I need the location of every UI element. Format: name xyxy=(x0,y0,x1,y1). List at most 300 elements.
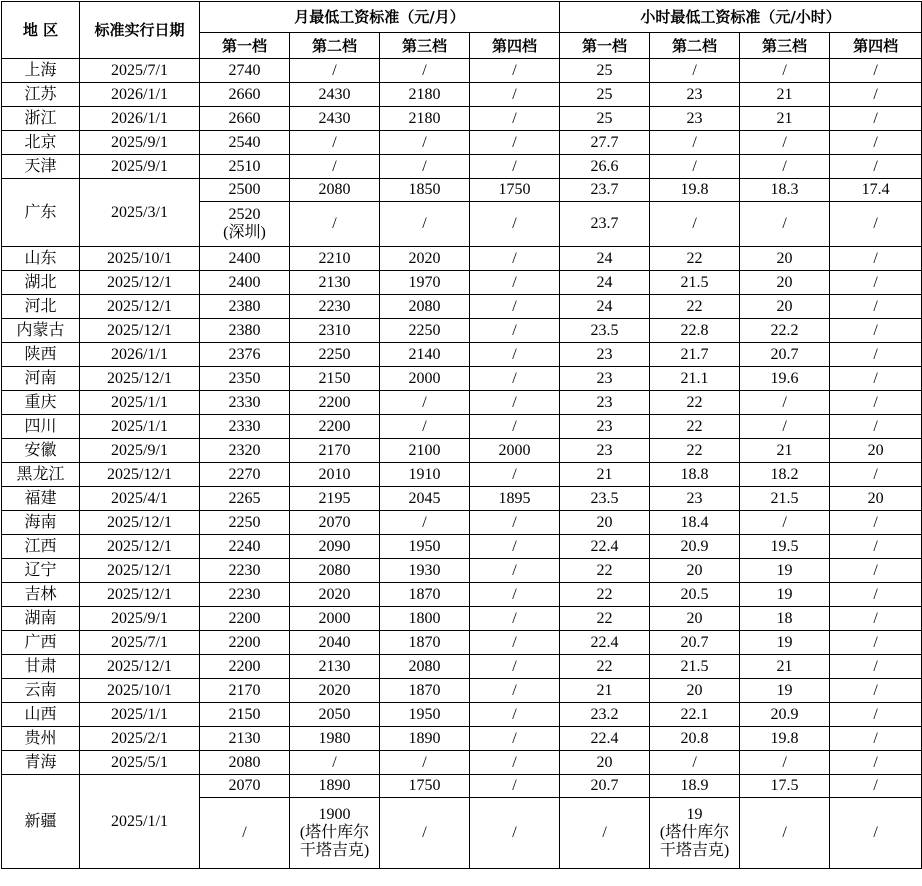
monthly-value-cell: 2200 xyxy=(200,631,290,655)
hourly-value-cell: 23 xyxy=(560,391,650,415)
monthly-value-cell xyxy=(290,798,380,869)
table-row xyxy=(2,415,922,439)
hourly-value-cell: 18 xyxy=(740,607,830,631)
monthly-value-cell: / xyxy=(290,155,380,179)
hourly-value-cell: 22 xyxy=(560,559,650,583)
hourly-value-cell: / xyxy=(830,727,922,751)
hourly-value-cell: / xyxy=(830,367,922,391)
hourly-value-cell: / xyxy=(830,319,922,343)
region-cell: 黑龙江 xyxy=(2,463,80,487)
monthly-value-cell: 2250 xyxy=(380,319,470,343)
region-cell: 浙江 xyxy=(2,107,80,131)
monthly-value-cell: / xyxy=(470,415,560,439)
hourly-value-cell: 20 xyxy=(560,511,650,535)
header-region: 地 区 xyxy=(2,2,80,59)
hourly-value-cell: 20 xyxy=(740,247,830,271)
monthly-value-cell: / xyxy=(380,751,470,775)
hourly-value-cell: / xyxy=(830,511,922,535)
table-row xyxy=(2,703,922,727)
hourly-value-cell: 20 xyxy=(650,679,740,703)
hourly-value-cell: / xyxy=(740,798,830,869)
hourly-value-cell: 25 xyxy=(560,83,650,107)
hourly-value-cell: / xyxy=(830,559,922,583)
monthly-value-cell: 1750 xyxy=(380,775,470,798)
hourly-value-cell: 19.8 xyxy=(650,179,740,202)
hourly-value-cell: / xyxy=(830,202,922,247)
hourly-value-cell: 23 xyxy=(560,439,650,463)
hourly-value-cell: 21 xyxy=(560,463,650,487)
monthly-value-cell: / xyxy=(470,631,560,655)
date-cell: 2025/12/1 xyxy=(80,655,200,679)
monthly-value-cell: / xyxy=(380,59,470,83)
region-cell: 天津 xyxy=(2,155,80,179)
monthly-value-cell: 2430 xyxy=(290,83,380,107)
date-cell: 2025/12/1 xyxy=(80,271,200,295)
monthly-value-cell: / xyxy=(470,679,560,703)
region-cell: 河南 xyxy=(2,367,80,391)
hourly-value-cell: 20 xyxy=(560,751,650,775)
hourly-value-cell: 20.7 xyxy=(650,631,740,655)
region-cell: 江苏 xyxy=(2,83,80,107)
monthly-value-cell: 2050 xyxy=(290,703,380,727)
table-row xyxy=(2,367,922,391)
date-cell: 2025/12/1 xyxy=(80,559,200,583)
date-cell: 2025/10/1 xyxy=(80,679,200,703)
region-cell: 陕西 xyxy=(2,343,80,367)
hourly-value-cell: / xyxy=(650,131,740,155)
monthly-value-cell: 2380 xyxy=(200,295,290,319)
table-row xyxy=(2,535,922,559)
monthly-value-cell: / xyxy=(380,391,470,415)
date-cell: 2025/12/1 xyxy=(80,319,200,343)
table-row xyxy=(2,511,922,535)
hourly-value-cell: / xyxy=(830,391,922,415)
monthly-value-cell: 2270 xyxy=(200,463,290,487)
region-cell: 广西 xyxy=(2,631,80,655)
monthly-value-cell: 1890 xyxy=(290,775,380,798)
hourly-value-cell: 21.1 xyxy=(650,367,740,391)
monthly-value-cell: / xyxy=(470,559,560,583)
monthly-value-cell: 1870 xyxy=(380,631,470,655)
monthly-value-cell: 2040 xyxy=(290,631,380,655)
hourly-value-cell: / xyxy=(650,202,740,247)
monthly-value-cell: 2150 xyxy=(200,703,290,727)
monthly-value-cell: 2000 xyxy=(380,367,470,391)
hourly-value-cell: 23.2 xyxy=(560,703,650,727)
monthly-value-cell: / xyxy=(380,798,470,869)
monthly-value-cell: 2080 xyxy=(380,655,470,679)
hourly-value-cell: 20 xyxy=(740,295,830,319)
hourly-value-cell: 21 xyxy=(560,679,650,703)
hourly-value-cell: 23.5 xyxy=(560,487,650,511)
hourly-value-cell: 22.1 xyxy=(650,703,740,727)
monthly-value-cell: / xyxy=(470,463,560,487)
date-cell: 2026/1/1 xyxy=(80,107,200,131)
monthly-value-cell: 1910 xyxy=(380,463,470,487)
minimum-wage-table xyxy=(1,1,922,869)
header-hourly: 小时最低工资标准（元/小时） xyxy=(560,2,922,33)
hourly-value-cell: / xyxy=(830,703,922,727)
value-line: 1900 xyxy=(318,806,351,823)
region-cell: 重庆 xyxy=(2,391,80,415)
date-cell: 2025/1/1 xyxy=(80,415,200,439)
header-monthly-tier4: 第四档 xyxy=(470,33,560,59)
monthly-value-cell: 2170 xyxy=(290,439,380,463)
hourly-value-cell: 18.4 xyxy=(650,511,740,535)
table-row xyxy=(2,319,922,343)
hourly-value-cell: 22.2 xyxy=(740,319,830,343)
region-cell: 新疆 xyxy=(2,775,80,869)
hourly-value-cell: 22 xyxy=(650,439,740,463)
monthly-value-cell: 1750 xyxy=(470,179,560,202)
hourly-value-cell: 23 xyxy=(650,487,740,511)
hourly-value-cell: / xyxy=(830,607,922,631)
hourly-value-cell: / xyxy=(740,155,830,179)
hourly-value-cell: 20 xyxy=(650,607,740,631)
table-row xyxy=(2,295,922,319)
monthly-value-cell: 2400 xyxy=(200,247,290,271)
monthly-value-cell: 1895 xyxy=(470,487,560,511)
value-line: 2520 xyxy=(228,206,261,223)
monthly-value-cell: / xyxy=(380,511,470,535)
monthly-value-cell: / xyxy=(470,511,560,535)
hourly-value-cell: 21.7 xyxy=(650,343,740,367)
date-cell: 2025/3/1 xyxy=(80,179,200,247)
hourly-value-cell: / xyxy=(830,535,922,559)
hourly-value-cell: / xyxy=(740,391,830,415)
hourly-value-cell: 20.7 xyxy=(560,775,650,798)
region-cell: 山东 xyxy=(2,247,80,271)
header-monthly-tier1: 第一档 xyxy=(200,33,290,59)
date-cell: 2025/7/1 xyxy=(80,631,200,655)
region-cell: 四川 xyxy=(2,415,80,439)
hourly-value-cell: 24 xyxy=(560,271,650,295)
table-row xyxy=(2,343,922,367)
monthly-value-cell: 2180 xyxy=(380,83,470,107)
monthly-value-cell: / xyxy=(380,131,470,155)
monthly-value-cell: 2000 xyxy=(470,439,560,463)
monthly-value-cell: 2080 xyxy=(290,559,380,583)
hourly-value-cell: / xyxy=(830,271,922,295)
hourly-value-cell: / xyxy=(650,59,740,83)
monthly-value-cell: 2020 xyxy=(290,583,380,607)
monthly-value-cell: / xyxy=(470,202,560,247)
region-cell: 内蒙古 xyxy=(2,319,80,343)
monthly-value-cell: 2250 xyxy=(200,511,290,535)
hourly-value-cell: / xyxy=(830,295,922,319)
table-row xyxy=(2,583,922,607)
date-cell: 2025/9/1 xyxy=(80,155,200,179)
header-hourly-tier3: 第三档 xyxy=(740,33,830,59)
monthly-value-cell: / xyxy=(290,131,380,155)
hourly-value-cell: 19 xyxy=(740,583,830,607)
hourly-value-cell: / xyxy=(830,679,922,703)
monthly-value-cell xyxy=(200,202,290,247)
hourly-value-cell: 19 xyxy=(740,679,830,703)
hourly-value-cell: / xyxy=(830,83,922,107)
monthly-value-cell: 1950 xyxy=(380,535,470,559)
hourly-value-cell: / xyxy=(830,107,922,131)
date-cell: 2025/12/1 xyxy=(80,511,200,535)
hourly-value-cell: 23.5 xyxy=(560,319,650,343)
date-cell: 2025/12/1 xyxy=(80,295,200,319)
hourly-value-cell: / xyxy=(830,155,922,179)
hourly-value-cell: 20 xyxy=(650,559,740,583)
monthly-value-cell: 2200 xyxy=(290,391,380,415)
hourly-value-cell: 20.8 xyxy=(650,727,740,751)
monthly-value-cell: 2240 xyxy=(200,535,290,559)
table-row xyxy=(2,131,922,155)
monthly-value-cell: 2510 xyxy=(200,155,290,179)
monthly-value-cell: / xyxy=(470,607,560,631)
monthly-value-cell: 2020 xyxy=(290,679,380,703)
monthly-value-cell: 2070 xyxy=(200,775,290,798)
table-row xyxy=(2,487,922,511)
monthly-value-cell: / xyxy=(470,59,560,83)
header-date: 标准实行日期 xyxy=(80,2,200,59)
monthly-value-cell: 2660 xyxy=(200,107,290,131)
header-hourly-tier2: 第二档 xyxy=(650,33,740,59)
monthly-value-cell: 2200 xyxy=(200,655,290,679)
hourly-value-cell: 22 xyxy=(560,655,650,679)
monthly-value-cell: / xyxy=(290,751,380,775)
hourly-value-cell: 22 xyxy=(650,391,740,415)
monthly-value-cell: / xyxy=(470,131,560,155)
monthly-value-cell: / xyxy=(380,155,470,179)
monthly-value-cell: / xyxy=(470,83,560,107)
header-hourly-tier4: 第四档 xyxy=(830,33,922,59)
monthly-value-cell: / xyxy=(470,583,560,607)
hourly-value-cell: 23 xyxy=(650,107,740,131)
header-monthly-tier2: 第二档 xyxy=(290,33,380,59)
table-row xyxy=(2,83,922,107)
hourly-value-cell: / xyxy=(830,415,922,439)
hourly-value-cell: 21 xyxy=(740,655,830,679)
hourly-value-cell: / xyxy=(830,59,922,83)
hourly-value-cell: / xyxy=(830,247,922,271)
hourly-value-cell: 21 xyxy=(740,83,830,107)
hourly-value-cell: 19.6 xyxy=(740,367,830,391)
monthly-value-cell: / xyxy=(470,798,560,869)
date-cell: 2025/9/1 xyxy=(80,607,200,631)
monthly-value-cell: / xyxy=(470,107,560,131)
hourly-value-cell: 20 xyxy=(830,487,922,511)
date-cell: 2025/12/1 xyxy=(80,535,200,559)
date-cell: 2025/12/1 xyxy=(80,367,200,391)
monthly-value-cell: / xyxy=(470,295,560,319)
value-line: (塔什库尔 xyxy=(659,824,730,841)
hourly-value-cell: / xyxy=(650,155,740,179)
monthly-value-cell: / xyxy=(380,415,470,439)
date-cell: 2025/1/1 xyxy=(80,775,200,869)
hourly-value-cell: 17.5 xyxy=(740,775,830,798)
hourly-value-cell: / xyxy=(740,131,830,155)
monthly-value-cell: 2090 xyxy=(290,535,380,559)
hourly-value-cell: 23.7 xyxy=(560,179,650,202)
hourly-value-cell: 22 xyxy=(560,607,650,631)
monthly-value-cell: 2740 xyxy=(200,59,290,83)
hourly-value-cell: 21.5 xyxy=(650,655,740,679)
region-cell: 贵州 xyxy=(2,727,80,751)
table-row xyxy=(2,727,922,751)
table-row xyxy=(2,179,922,202)
region-cell: 山西 xyxy=(2,703,80,727)
monthly-value-cell: / xyxy=(470,247,560,271)
monthly-value-cell: 2230 xyxy=(200,559,290,583)
monthly-value-cell: 2150 xyxy=(290,367,380,391)
hourly-value-cell: 22.4 xyxy=(560,727,650,751)
monthly-value-cell: / xyxy=(290,59,380,83)
date-cell: 2026/1/1 xyxy=(80,83,200,107)
table-row xyxy=(2,559,922,583)
value-line: 干塔吉克) xyxy=(299,842,370,859)
region-cell: 湖南 xyxy=(2,607,80,631)
region-cell: 青海 xyxy=(2,751,80,775)
hourly-value-cell: 20.9 xyxy=(650,535,740,559)
table-row xyxy=(2,631,922,655)
hourly-value-cell: / xyxy=(830,131,922,155)
hourly-value-cell: 26.6 xyxy=(560,155,650,179)
monthly-value-cell: 2020 xyxy=(380,247,470,271)
hourly-value-cell: 20 xyxy=(740,271,830,295)
monthly-value-cell: / xyxy=(470,391,560,415)
hourly-value-cell: 20.5 xyxy=(650,583,740,607)
monthly-value-cell: 1970 xyxy=(380,271,470,295)
monthly-value-cell: / xyxy=(470,367,560,391)
hourly-value-cell: 27.7 xyxy=(560,131,650,155)
region-cell: 湖北 xyxy=(2,271,80,295)
monthly-value-cell: 2045 xyxy=(380,487,470,511)
hourly-value-cell: / xyxy=(650,751,740,775)
table-row xyxy=(2,655,922,679)
date-cell: 2025/7/1 xyxy=(80,59,200,83)
monthly-value-cell: 2130 xyxy=(290,655,380,679)
hourly-value-cell xyxy=(650,798,740,869)
table-row xyxy=(2,107,922,131)
date-cell: 2025/9/1 xyxy=(80,439,200,463)
hourly-value-cell: / xyxy=(830,631,922,655)
monthly-value-cell: 2540 xyxy=(200,131,290,155)
monthly-value-cell: 2400 xyxy=(200,271,290,295)
monthly-value-cell: / xyxy=(470,703,560,727)
monthly-value-cell: 2080 xyxy=(200,751,290,775)
date-cell: 2025/4/1 xyxy=(80,487,200,511)
date-cell: 2025/10/1 xyxy=(80,247,200,271)
monthly-value-cell: / xyxy=(470,727,560,751)
region-cell: 河北 xyxy=(2,295,80,319)
header-hourly-tier1: 第一档 xyxy=(560,33,650,59)
monthly-value-cell: 2230 xyxy=(200,583,290,607)
region-cell: 上海 xyxy=(2,59,80,83)
monthly-value-cell: 2380 xyxy=(200,319,290,343)
date-cell: 2025/1/1 xyxy=(80,703,200,727)
hourly-value-cell: 25 xyxy=(560,59,650,83)
monthly-value-cell: 2200 xyxy=(290,415,380,439)
hourly-value-cell: / xyxy=(740,59,830,83)
hourly-value-cell: / xyxy=(740,202,830,247)
value-line: (塔什库尔 xyxy=(299,824,370,841)
monthly-value-cell: / xyxy=(470,535,560,559)
date-cell: 2025/2/1 xyxy=(80,727,200,751)
value-note: (深圳) xyxy=(223,224,266,241)
monthly-value-cell: / xyxy=(380,202,470,247)
table-row xyxy=(2,775,922,798)
table-row xyxy=(2,155,922,179)
hourly-value-cell: 20.7 xyxy=(740,343,830,367)
region-cell: 福建 xyxy=(2,487,80,511)
monthly-value-cell: 2195 xyxy=(290,487,380,511)
monthly-value-cell: 1850 xyxy=(380,179,470,202)
monthly-value-cell: 1930 xyxy=(380,559,470,583)
table-row xyxy=(2,247,922,271)
region-cell: 安徽 xyxy=(2,439,80,463)
hourly-value-cell: 23 xyxy=(650,83,740,107)
hourly-value-cell: 22.4 xyxy=(560,631,650,655)
monthly-value-cell: / xyxy=(470,655,560,679)
monthly-value-cell: 1890 xyxy=(380,727,470,751)
value-line: 干塔吉克) xyxy=(659,842,730,859)
monthly-value-cell: 2376 xyxy=(200,343,290,367)
monthly-value-cell: 2330 xyxy=(200,391,290,415)
hourly-value-cell: 19.5 xyxy=(740,535,830,559)
hourly-value-cell: 23 xyxy=(560,415,650,439)
hourly-value-cell: / xyxy=(740,415,830,439)
monthly-value-cell: 2070 xyxy=(290,511,380,535)
region-cell: 辽宁 xyxy=(2,559,80,583)
hourly-value-cell: 23 xyxy=(560,367,650,391)
hourly-value-cell: / xyxy=(830,655,922,679)
monthly-value-cell: / xyxy=(470,775,560,798)
hourly-value-cell: / xyxy=(830,798,922,869)
monthly-value-cell: / xyxy=(470,319,560,343)
monthly-value-cell: 2210 xyxy=(290,247,380,271)
date-cell: 2026/1/1 xyxy=(80,343,200,367)
hourly-value-cell: / xyxy=(830,583,922,607)
hourly-value-cell: 18.3 xyxy=(740,179,830,202)
region-cell: 北京 xyxy=(2,131,80,155)
monthly-value-cell: / xyxy=(470,751,560,775)
hourly-value-cell: 23.7 xyxy=(560,202,650,247)
monthly-value-cell: 2010 xyxy=(290,463,380,487)
monthly-value-cell: / xyxy=(470,343,560,367)
hourly-value-cell: 19 xyxy=(740,631,830,655)
table-row xyxy=(2,751,922,775)
header-monthly-tier3: 第三档 xyxy=(380,33,470,59)
monthly-value-cell: 2080 xyxy=(380,295,470,319)
date-cell: 2025/12/1 xyxy=(80,463,200,487)
monthly-value-cell: 2200 xyxy=(200,607,290,631)
monthly-value-cell: / xyxy=(290,202,380,247)
hourly-value-cell: 22 xyxy=(650,247,740,271)
monthly-value-cell: 2310 xyxy=(290,319,380,343)
hourly-value-cell: 24 xyxy=(560,247,650,271)
date-cell: 2025/1/1 xyxy=(80,391,200,415)
table-row xyxy=(2,463,922,487)
region-cell: 海南 xyxy=(2,511,80,535)
header-monthly: 月最低工资标准（元/月） xyxy=(200,2,560,33)
monthly-value-cell: 2000 xyxy=(290,607,380,631)
hourly-value-cell: / xyxy=(740,751,830,775)
monthly-value-cell: 2350 xyxy=(200,367,290,391)
hourly-value-cell: 20 xyxy=(830,439,922,463)
hourly-value-cell: 20.9 xyxy=(740,703,830,727)
date-cell: 2025/12/1 xyxy=(80,583,200,607)
hourly-value-cell: 18.8 xyxy=(650,463,740,487)
hourly-value-cell: 22.4 xyxy=(560,535,650,559)
region-cell: 江西 xyxy=(2,535,80,559)
monthly-value-cell: 2250 xyxy=(290,343,380,367)
monthly-value-cell: 2330 xyxy=(200,415,290,439)
